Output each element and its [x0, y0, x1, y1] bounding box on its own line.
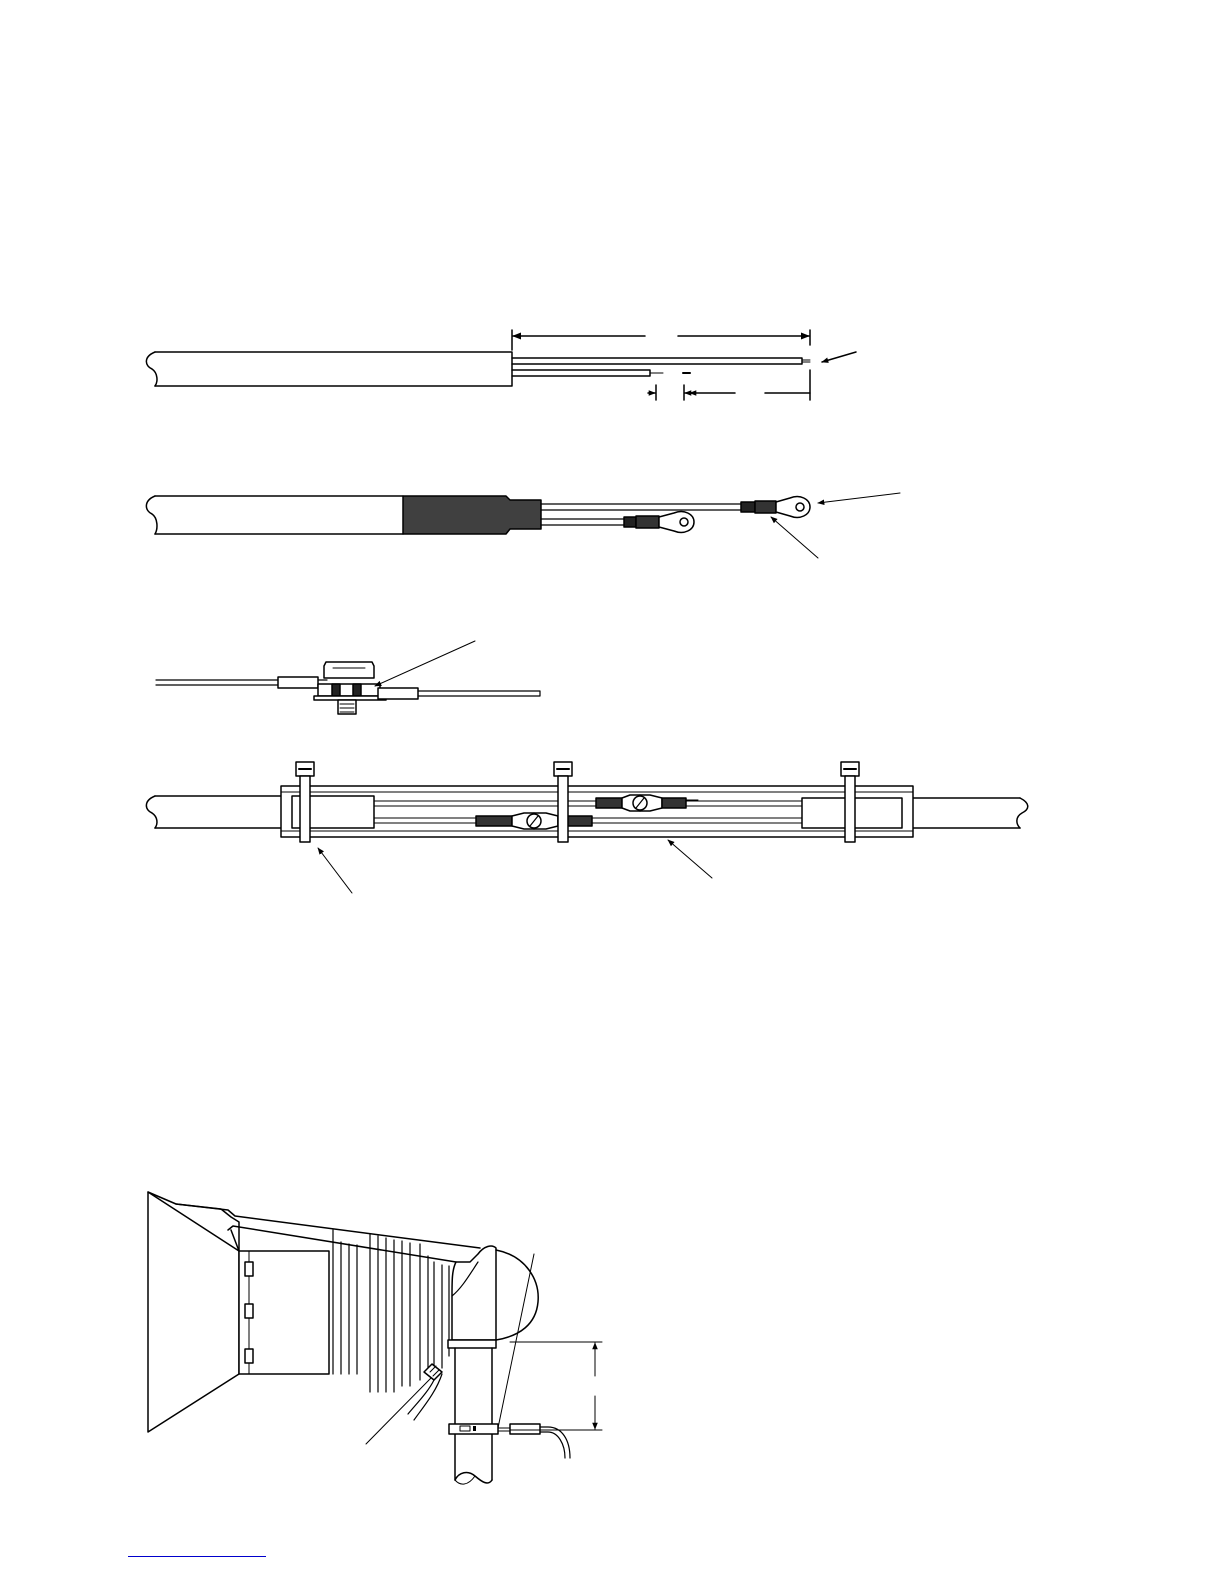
fig4-leader-channel [668, 840, 712, 878]
fig3-washer-dark-2 [353, 684, 361, 696]
fig5-pipe [455, 1348, 492, 1480]
fig4-upper-crimp-left [596, 798, 622, 808]
fig1-long-conductor [512, 358, 802, 364]
fig5-gland-cable [408, 1374, 442, 1420]
fig4-right-cable [913, 798, 1020, 828]
fig2-terminated-cable [146, 493, 900, 558]
fig5-gland [424, 1364, 442, 1380]
fig1-leader-bare-tip [822, 352, 856, 362]
fig4-leader-tie [318, 848, 352, 893]
fig4-right-cable-break [1017, 798, 1028, 828]
fig5-pipe-installation [148, 1192, 602, 1484]
fig5-elbow [452, 1246, 496, 1340]
fig3-right-crimp [378, 688, 418, 699]
fig2-leader-ring [818, 493, 900, 503]
fig3-left-crimp [278, 677, 318, 688]
fig5-coupling-band [448, 1340, 496, 1348]
fig3-washer-stack [318, 684, 380, 696]
fig4-upper-crimp-right [662, 798, 686, 808]
fig5-panel-bolt-1 [245, 1262, 253, 1276]
fig5-strap-buckle [460, 1426, 470, 1431]
fig4-lower-crimp-left [476, 816, 512, 826]
fig4-splice-assembly [146, 762, 1027, 893]
fig2-cable-jacket [155, 496, 403, 534]
fig2-ring-terminal-top [776, 497, 810, 518]
fig4-left-cable [155, 796, 283, 828]
fig3-bolted-connection [156, 641, 540, 714]
fig5-strap-tail [498, 1428, 510, 1431]
fig3-washer-dark-1 [332, 684, 340, 696]
fig2-heat-shrink-sleeve [403, 496, 541, 534]
fig5-panel-bolt-2 [245, 1304, 253, 1318]
fig3-leader [375, 641, 475, 686]
fig3-left-wire [156, 680, 278, 685]
fig5-hood-outline [148, 1192, 239, 1432]
fig3-nut [324, 662, 374, 678]
fig5-cable-out [540, 1427, 570, 1458]
fig1-stripped-cable [146, 330, 856, 400]
fig2-crimp-bottom [636, 516, 659, 528]
fig3-right-wire [418, 691, 540, 696]
fig5-cable-splice [510, 1424, 540, 1434]
fig1-short-conductor [512, 370, 650, 376]
fig5-panel-bolt-3 [245, 1349, 253, 1363]
fig2-crimp-bottom-dark [624, 517, 636, 527]
fig2-conductor-top [541, 504, 741, 510]
fig2-conductor-bottom [541, 519, 624, 525]
fig4-left-cable-break [146, 796, 157, 828]
fig1-cable-jacket [155, 352, 512, 386]
fig5-strap-dot [473, 1426, 476, 1431]
fig5-pipe-break-back [455, 1476, 475, 1484]
fig2-cable-break [146, 496, 157, 534]
fig1-long-bare-tip [802, 360, 810, 362]
footer-link-underline[interactable] [128, 1556, 266, 1557]
fig1-cable-break [146, 352, 157, 386]
fig5-leader-strap [498, 1254, 534, 1428]
fig2-leader-crimp [771, 517, 818, 558]
fig2-crimp-top [755, 501, 776, 513]
fig2-crimp-top-dark [741, 502, 755, 512]
